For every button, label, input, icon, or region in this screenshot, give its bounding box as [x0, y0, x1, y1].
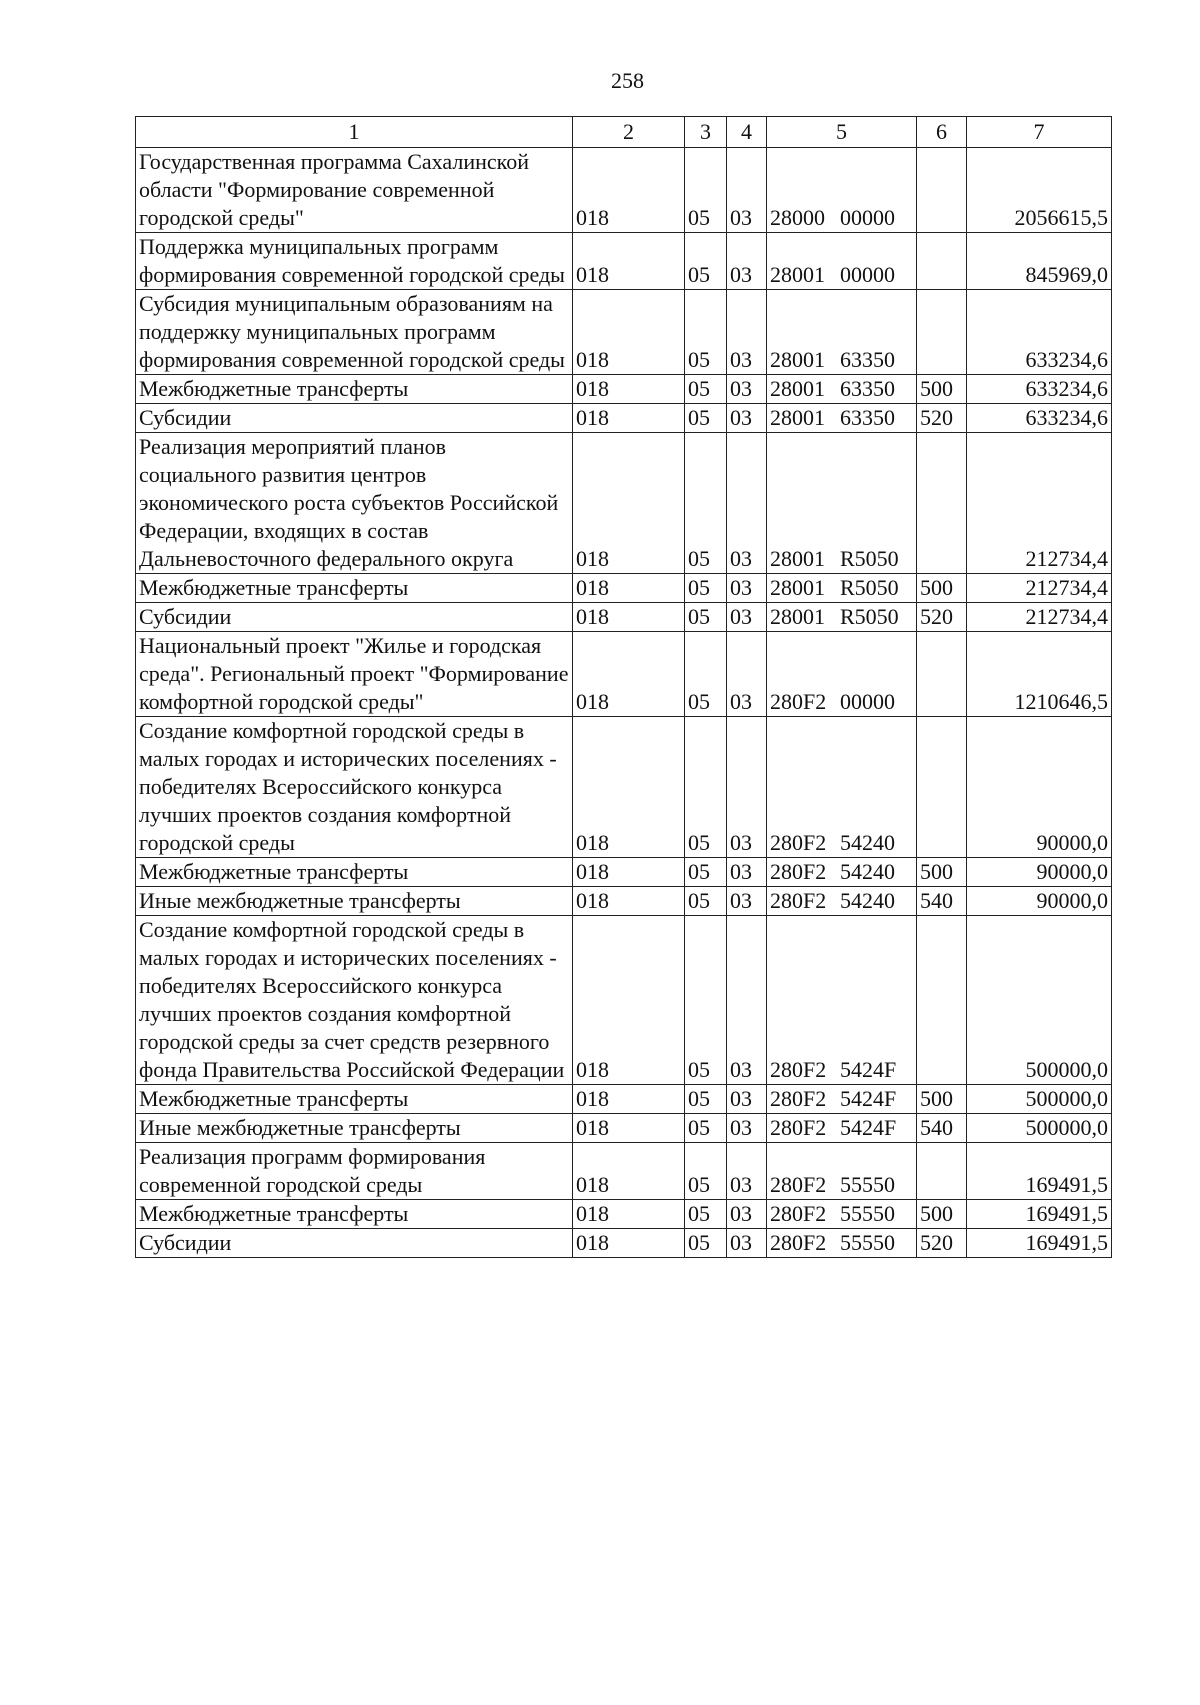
target-article-program: 280F2: [770, 1115, 827, 1140]
table-row: [136, 574, 1112, 603]
ministry-code: 018: [573, 887, 685, 916]
table-row: [136, 632, 1112, 717]
table-row: [136, 916, 1112, 1085]
subsection-code: 03: [727, 375, 767, 404]
column-header: 2: [573, 117, 685, 148]
subsection-code: 03: [727, 574, 767, 603]
target-article-direction: 54240: [840, 830, 895, 855]
table-row: [136, 1143, 1112, 1200]
amount: 169491,5: [967, 1229, 1112, 1258]
ministry-code: 018: [573, 1085, 685, 1114]
target-article-direction: 5424F: [840, 1057, 897, 1082]
target-article-direction: 55550: [840, 1230, 895, 1255]
section-code: 05: [685, 887, 727, 916]
subsection-code: 03: [727, 233, 767, 290]
expense-type-code: 540: [917, 1114, 967, 1143]
amount: 500000,0: [967, 1114, 1112, 1143]
target-article-program: 280F2: [770, 1201, 827, 1226]
subsection-code: 03: [727, 1229, 767, 1258]
amount: 212734,4: [967, 433, 1112, 574]
target-article-code: [767, 858, 917, 887]
target-article-code: [767, 404, 917, 433]
section-code: 05: [685, 433, 727, 574]
subsection-code: 03: [727, 632, 767, 717]
expense-type-code: [917, 916, 967, 1085]
target-article-program: 28000: [770, 205, 825, 230]
table-row: [136, 404, 1112, 433]
page-number: 258: [611, 68, 644, 93]
column-header: 6: [917, 117, 967, 148]
target-article-program: 280F2: [770, 1172, 827, 1197]
subsection-code: 03: [727, 290, 767, 375]
ministry-code: 018: [573, 1229, 685, 1258]
amount: 90000,0: [967, 858, 1112, 887]
target-article-code: [767, 375, 917, 404]
column-header: 4: [727, 117, 767, 148]
section-code: 05: [685, 375, 727, 404]
item-name: Поддержка муниципальных программ формирования современной городской среды: [136, 233, 573, 290]
ministry-code: 018: [573, 433, 685, 574]
target-article-direction: R5050: [840, 546, 899, 571]
table-row: [136, 858, 1112, 887]
target-article-direction: 5424F: [840, 1086, 897, 1111]
item-name: Субсидия муниципальным образованиям на поддержку муниципальных программ формирования современной городской среды: [136, 290, 573, 375]
target-article-direction: 55550: [840, 1201, 895, 1226]
subsection-code: 03: [727, 1143, 767, 1200]
table-row: [136, 1114, 1112, 1143]
target-article-code: [767, 148, 917, 233]
target-article-code: [767, 290, 917, 375]
target-article-direction: 55550: [840, 1172, 895, 1197]
target-article-program: 28001: [770, 575, 825, 600]
section-code: 05: [685, 233, 727, 290]
section-code: 05: [685, 1114, 727, 1143]
amount: 212734,4: [967, 574, 1112, 603]
target-article-code: [767, 887, 917, 916]
ministry-code: 018: [573, 404, 685, 433]
target-article-direction: 63350: [840, 347, 895, 372]
target-article-program: 280F2: [770, 1230, 827, 1255]
target-article-code: [767, 433, 917, 574]
section-code: 05: [685, 632, 727, 717]
subsection-code: 03: [727, 916, 767, 1085]
ministry-code: 018: [573, 1200, 685, 1229]
target-article-code: [767, 1143, 917, 1200]
target-article-program: 280F2: [770, 1086, 827, 1111]
ministry-code: 018: [573, 632, 685, 717]
target-article-code: [767, 603, 917, 632]
ministry-code: 018: [573, 233, 685, 290]
header-row: [136, 117, 1112, 148]
target-article-code: [767, 1229, 917, 1258]
ministry-code: 018: [573, 290, 685, 375]
table-row: [136, 433, 1112, 574]
target-article-code: [767, 717, 917, 858]
subsection-code: 03: [727, 717, 767, 858]
table-row: [136, 233, 1112, 290]
section-code: 05: [685, 916, 727, 1085]
subsection-code: 03: [727, 404, 767, 433]
section-code: 05: [685, 1143, 727, 1200]
target-article-code: [767, 632, 917, 717]
item-name: Субсидии: [136, 603, 573, 632]
subsection-code: 03: [727, 1200, 767, 1229]
ministry-code: 018: [573, 148, 685, 233]
subsection-code: 03: [727, 148, 767, 233]
column-header: 5: [767, 117, 917, 148]
table-row: [136, 1085, 1112, 1114]
target-article-program: 28001: [770, 546, 825, 571]
target-article-code: [767, 1200, 917, 1229]
expense-type-code: 520: [917, 404, 967, 433]
expense-type-code: [917, 148, 967, 233]
expense-type-code: 540: [917, 887, 967, 916]
column-header: 7: [967, 117, 1112, 148]
ministry-code: 018: [573, 1114, 685, 1143]
item-name: Субсидии: [136, 1229, 573, 1258]
amount: 500000,0: [967, 1085, 1112, 1114]
amount: 845969,0: [967, 233, 1112, 290]
item-name: Реализация программ формирования современной городской среды: [136, 1143, 573, 1200]
item-name: Реализация мероприятий планов социального развития центров экономического роста субъектов Российской Федерации, входящих в состав Дальневосточного федерального округа: [136, 433, 573, 574]
ministry-code: 018: [573, 375, 685, 404]
amount: 169491,5: [967, 1200, 1112, 1229]
expense-type-code: 500: [917, 1085, 967, 1114]
item-name: Иные межбюджетные трансферты: [136, 887, 573, 916]
ministry-code: 018: [573, 858, 685, 887]
target-article-direction: 63350: [840, 405, 895, 430]
target-article-program: 280F2: [770, 830, 827, 855]
section-code: 05: [685, 404, 727, 433]
expense-type-code: [917, 717, 967, 858]
item-name: Создание комфортной городской среды в малых городах и исторических поселениях - победителях Всероссийского конкурса лучших проектов создания комфортной городской среды за счет средств резервного фонда Правительства Российской Федерации: [136, 916, 573, 1085]
item-name: Межбюджетные трансферты: [136, 574, 573, 603]
target-article-code: [767, 1085, 917, 1114]
section-code: 05: [685, 858, 727, 887]
subsection-code: 03: [727, 433, 767, 574]
target-article-program: 280F2: [770, 859, 827, 884]
target-article-program: 280F2: [770, 689, 827, 714]
target-article-program: 28001: [770, 405, 825, 430]
column-header: 3: [685, 117, 727, 148]
item-name: Государственная программа Сахалинской области "Формирование современной городской среды": [136, 148, 573, 233]
subsection-code: 03: [727, 603, 767, 632]
section-code: 05: [685, 1085, 727, 1114]
expense-type-code: [917, 632, 967, 717]
amount: 633234,6: [967, 375, 1112, 404]
subsection-code: 03: [727, 1114, 767, 1143]
expense-type-code: 520: [917, 1229, 967, 1258]
target-article-direction: 54240: [840, 888, 895, 913]
target-article-direction: 63350: [840, 376, 895, 401]
subsection-code: 03: [727, 858, 767, 887]
ministry-code: 018: [573, 603, 685, 632]
target-article-code: [767, 916, 917, 1085]
item-name: Межбюджетные трансферты: [136, 858, 573, 887]
target-article-code: [767, 1114, 917, 1143]
item-name: Национальный проект "Жилье и городская среда". Региональный проект "Формирование комфортной городской среды": [136, 632, 573, 717]
section-code: 05: [685, 290, 727, 375]
ministry-code: 018: [573, 574, 685, 603]
section-code: 05: [685, 148, 727, 233]
expense-type-code: 520: [917, 603, 967, 632]
target-article-direction: 00000: [840, 689, 895, 714]
target-article-direction: 00000: [840, 205, 895, 230]
expense-type-code: 500: [917, 1200, 967, 1229]
amount: 212734,4: [967, 603, 1112, 632]
item-name: Межбюджетные трансферты: [136, 1085, 573, 1114]
expense-type-code: [917, 1143, 967, 1200]
target-article-program: 280F2: [770, 888, 827, 913]
amount: 633234,6: [967, 290, 1112, 375]
target-article-direction: 00000: [840, 262, 895, 287]
amount: 90000,0: [967, 887, 1112, 916]
table-row: [136, 1229, 1112, 1258]
expense-type-code: 500: [917, 858, 967, 887]
ministry-code: 018: [573, 717, 685, 858]
table-row: [136, 290, 1112, 375]
subsection-code: 03: [727, 1085, 767, 1114]
item-name: Межбюджетные трансферты: [136, 1200, 573, 1229]
budget-table: [135, 116, 1112, 1258]
section-code: 05: [685, 1229, 727, 1258]
subsection-code: 03: [727, 887, 767, 916]
target-article-direction: 5424F: [840, 1115, 897, 1140]
amount: 1210646,5: [967, 632, 1112, 717]
ministry-code: 018: [573, 1143, 685, 1200]
amount: 2056615,5: [967, 148, 1112, 233]
table-row: [136, 887, 1112, 916]
expense-type-code: [917, 290, 967, 375]
amount: 633234,6: [967, 404, 1112, 433]
ministry-code: 018: [573, 916, 685, 1085]
target-article-program: 280F2: [770, 1057, 827, 1082]
target-article-direction: R5050: [840, 575, 899, 600]
target-article-program: 28001: [770, 262, 825, 287]
target-article-program: 28001: [770, 376, 825, 401]
expense-type-code: [917, 433, 967, 574]
section-code: 05: [685, 574, 727, 603]
amount: 169491,5: [967, 1143, 1112, 1200]
expense-type-code: 500: [917, 375, 967, 404]
item-name: Субсидии: [136, 404, 573, 433]
table-row: [136, 148, 1112, 233]
table-row: [136, 717, 1112, 858]
section-code: 05: [685, 717, 727, 858]
target-article-program: 28001: [770, 347, 825, 372]
amount: 90000,0: [967, 717, 1112, 858]
section-code: 05: [685, 1200, 727, 1229]
item-name: Иные межбюджетные трансферты: [136, 1114, 573, 1143]
table-row: [136, 1200, 1112, 1229]
amount: 500000,0: [967, 916, 1112, 1085]
target-article-direction: R5050: [840, 604, 899, 629]
target-article-code: [767, 574, 917, 603]
section-code: 05: [685, 603, 727, 632]
expense-type-code: [917, 233, 967, 290]
item-name: Межбюджетные трансферты: [136, 375, 573, 404]
expense-type-code: 500: [917, 574, 967, 603]
item-name: Создание комфортной городской среды в малых городах и исторических поселениях - победителях Всероссийского конкурса лучших проектов создания комфортной городской среды: [136, 717, 573, 858]
target-article-code: [767, 233, 917, 290]
table-row: [136, 375, 1112, 404]
table-row: [136, 603, 1112, 632]
target-article-direction: 54240: [840, 859, 895, 884]
column-header: 1: [136, 117, 573, 148]
target-article-program: 28001: [770, 604, 825, 629]
